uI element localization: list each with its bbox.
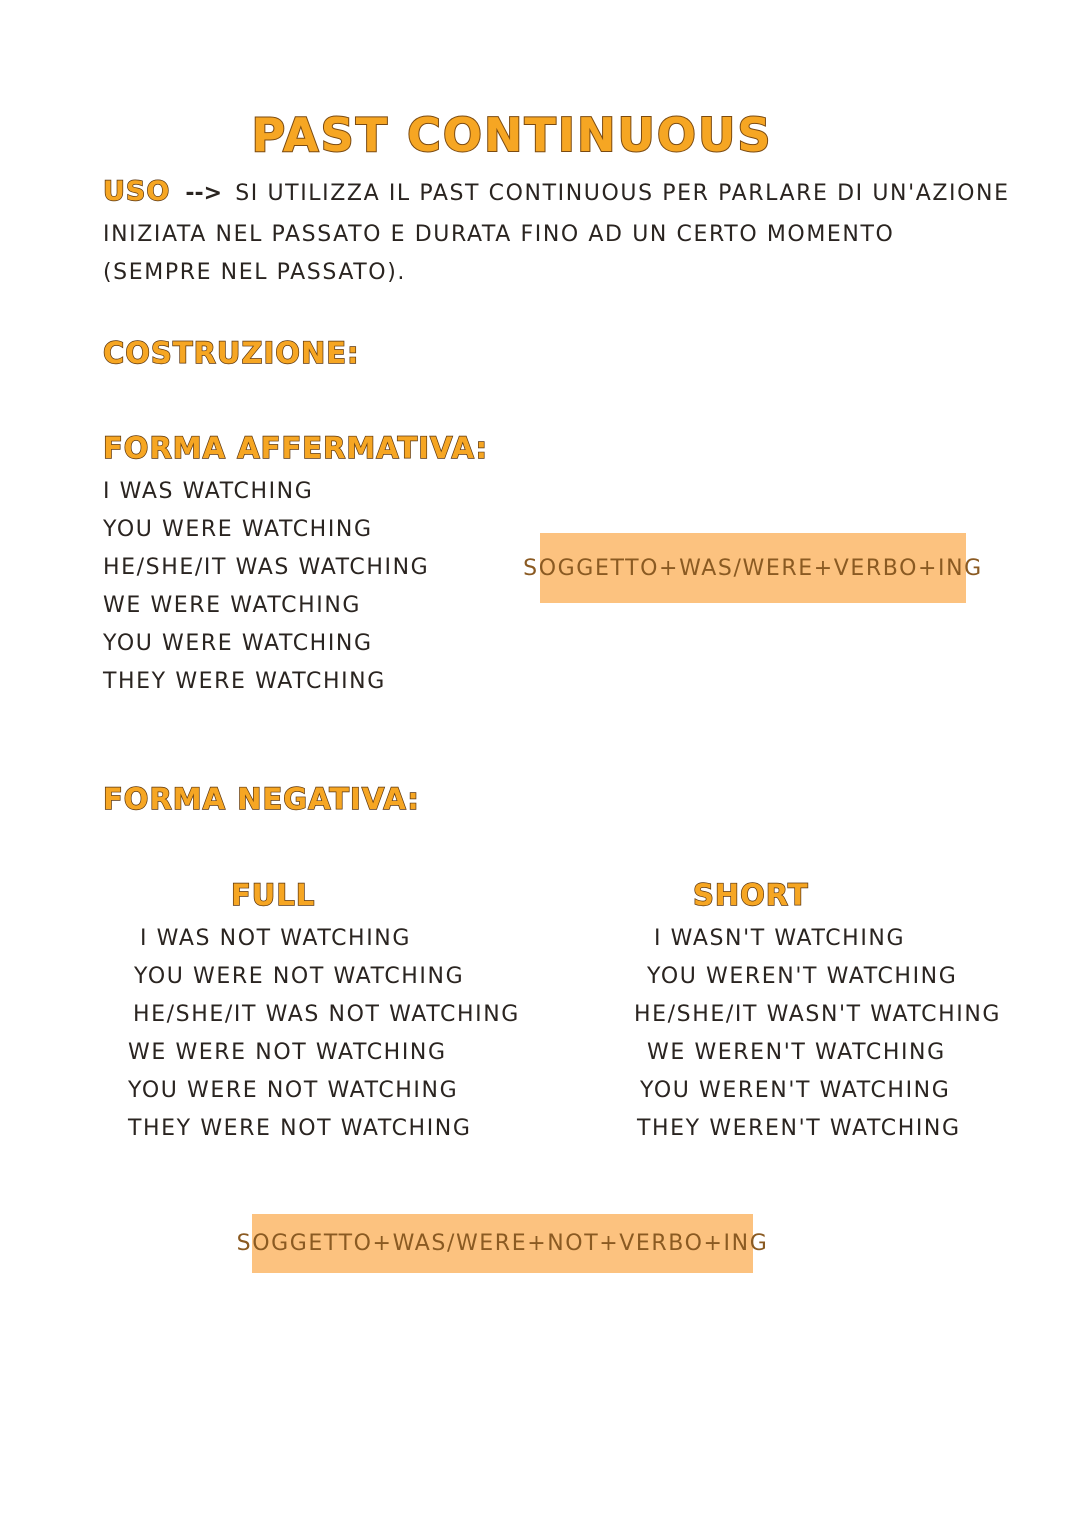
list-item: YOU WEREN'T WATCHING bbox=[647, 964, 958, 989]
list-item: YOU WEREN'T WATCHING bbox=[640, 1078, 951, 1103]
list-item: HE/SHE/IT WAS WATCHING bbox=[103, 555, 430, 580]
uso-line bbox=[103, 176, 1010, 207]
list-item: YOU WERE WATCHING bbox=[103, 517, 373, 542]
affermativa-heading: FORMA AFFERMATIVA: bbox=[103, 431, 489, 465]
negativa-formula-box bbox=[236, 1214, 769, 1273]
list-item: THEY WERE NOT WATCHING bbox=[128, 1116, 472, 1141]
page-title: PAST CONTINUOUS bbox=[251, 108, 773, 162]
short-list bbox=[634, 920, 1001, 1148]
list-item: HE/SHE/IT WASN'T WATCHING bbox=[634, 1002, 1002, 1027]
negativa-formula: SOGGETTO+WAS/WERE+NOT+VERBO+ING bbox=[236, 1231, 769, 1256]
arrow-icon: --> bbox=[185, 181, 223, 206]
list-item: YOU WERE WATCHING bbox=[103, 631, 373, 656]
full-list bbox=[128, 920, 520, 1148]
list-item: I WAS NOT WATCHING bbox=[140, 926, 411, 951]
list-item: I WASN'T WATCHING bbox=[654, 926, 906, 951]
list-item: WE WEREN'T WATCHING bbox=[647, 1040, 946, 1065]
list-item: I WAS WATCHING bbox=[103, 479, 314, 504]
list-item: WE WERE NOT WATCHING bbox=[128, 1040, 447, 1065]
list-item: THEY WERE WATCHING bbox=[103, 669, 386, 694]
uso-text-line-3: (SEMPRE NEL PASSATO). bbox=[103, 260, 407, 285]
list-item: HE/SHE/IT WAS NOT WATCHING bbox=[133, 1002, 520, 1027]
short-heading: SHORT bbox=[693, 878, 809, 912]
uso-label: USO bbox=[103, 176, 171, 207]
affermativa-formula: SOGGETTO+WAS/WERE+VERBO+ING bbox=[523, 555, 983, 581]
affermativa-list bbox=[103, 473, 429, 701]
uso-text-line-1: SI UTILIZZA IL PAST CONTINUOUS PER PARLARE DI UN'AZIONE bbox=[235, 181, 1010, 206]
negativa-heading: FORMA NEGATIVA: bbox=[103, 782, 420, 816]
uso-text-line-2: INIZIATA NEL PASSATO E DURATA FINO AD UN CERTO MOMENTO bbox=[103, 222, 895, 247]
list-item: YOU WERE NOT WATCHING bbox=[134, 964, 465, 989]
list-item: THEY WEREN'T WATCHING bbox=[637, 1116, 961, 1141]
costruzione-heading: COSTRUZIONE: bbox=[103, 336, 360, 370]
full-heading: FULL bbox=[231, 878, 316, 912]
affermativa-formula-box bbox=[523, 533, 983, 603]
list-item: WE WERE WATCHING bbox=[103, 593, 362, 618]
list-item: YOU WERE NOT WATCHING bbox=[128, 1078, 459, 1103]
